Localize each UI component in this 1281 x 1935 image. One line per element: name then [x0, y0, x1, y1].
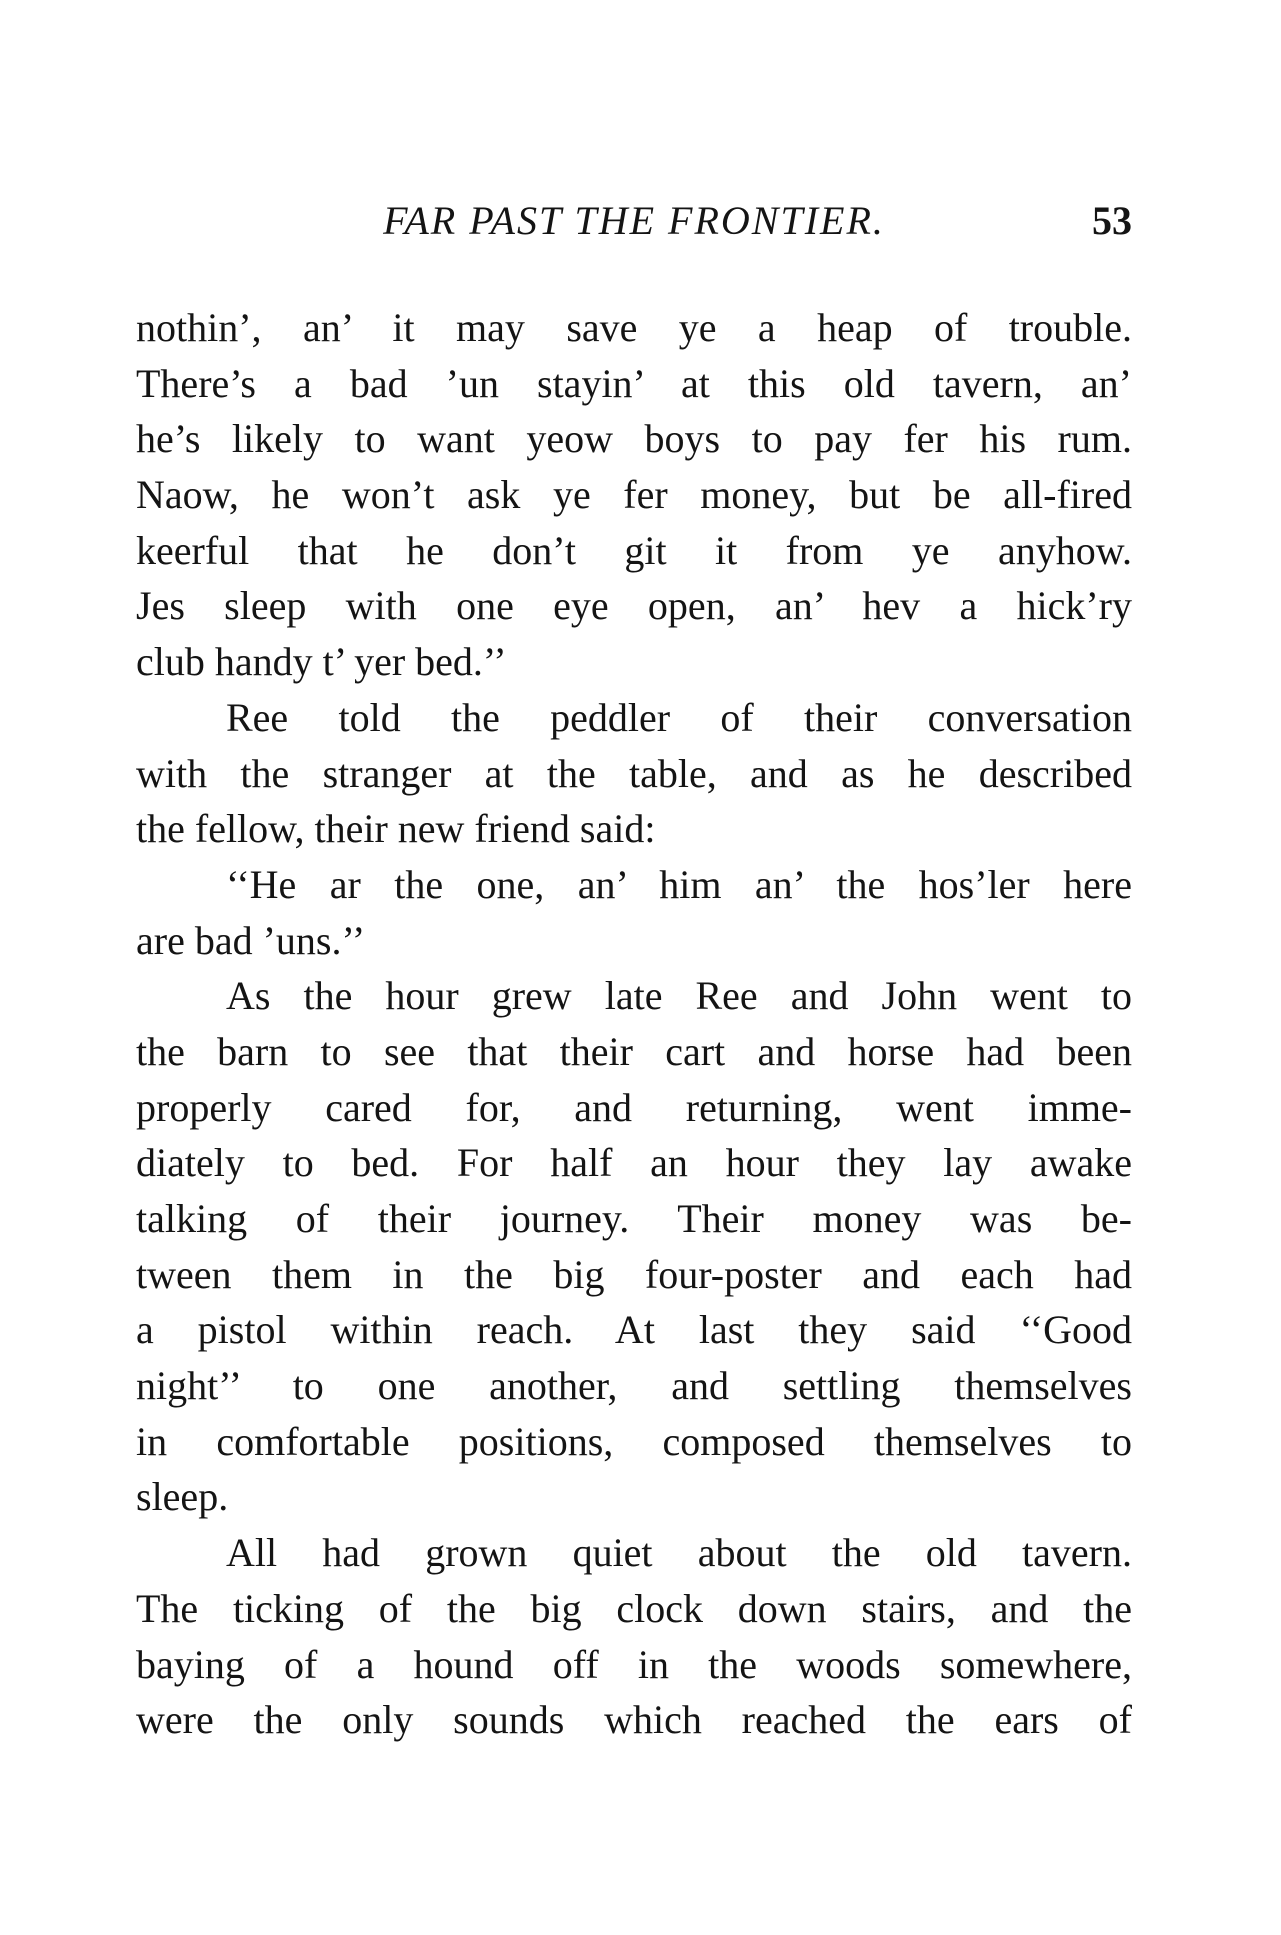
text-line: Jes sleep with one eye open, an’ hev a hick’ry: [136, 583, 1132, 629]
body-text: [136, 300, 1132, 1748]
text-line: nothin’, an’ it may save ye a heap of trouble.: [136, 305, 1132, 350]
paragraph-first-line: Ree told the peddler of their conversation: [226, 694, 1132, 740]
running-title: FAR PAST THE FRONTIER.: [383, 198, 885, 243]
text-line: There’s a bad ’un stayin’ at this old tavern, an’: [136, 360, 1132, 406]
text-line: keerful that he don’t git it from ye anyhow.: [136, 527, 1132, 573]
text-line: properly cared for, and returning, went imme-: [136, 1084, 1132, 1130]
text-line: he’s likely to want yeow boys to pay fer his rum.: [136, 416, 1132, 462]
text-line: a pistol within reach. At last they said ‘‘Good: [136, 1307, 1132, 1353]
text-line: Naow, he won’t ask ye fer money, but be all-fired: [136, 472, 1132, 518]
text-line: The ticking of the big clock down stairs, and the: [136, 1585, 1132, 1631]
paragraph-first-line: All had grown quiet about the old tavern.: [226, 1530, 1132, 1576]
text-line: are bad ’uns.’’: [136, 917, 366, 963]
paragraph-first-line: ‘‘He ar the one, an’ him an’ the hos’ler here: [226, 861, 1132, 907]
text-line: diately to bed. For half an hour they lay awake: [136, 1140, 1132, 1186]
text-line: night’’ to one another, and settling themselves: [136, 1363, 1132, 1409]
text-line: were the only sounds which reached the ears of: [136, 1697, 1132, 1743]
text-line: the barn to see that their cart and horse had been: [136, 1028, 1132, 1074]
text-line: the fellow, their new friend said:: [136, 806, 656, 852]
text-line: with the stranger at the table, and as he described: [136, 750, 1132, 796]
text-line: sleep.: [136, 1474, 229, 1520]
text-line: baying of a hound off in the woods somewhere,: [136, 1641, 1132, 1687]
page-number: 53: [1092, 198, 1132, 243]
paragraph-first-line: As the hour grew late Ree and John went to: [226, 973, 1132, 1019]
running-head: [136, 196, 1132, 246]
text-line: club handy t’ yer bed.’’: [136, 639, 507, 685]
text-line: tween them in the big four-poster and each had: [136, 1251, 1132, 1297]
text-line: talking of their journey. Their money was be-: [136, 1196, 1132, 1241]
text-line: in comfortable positions, composed themselves to: [136, 1418, 1132, 1464]
